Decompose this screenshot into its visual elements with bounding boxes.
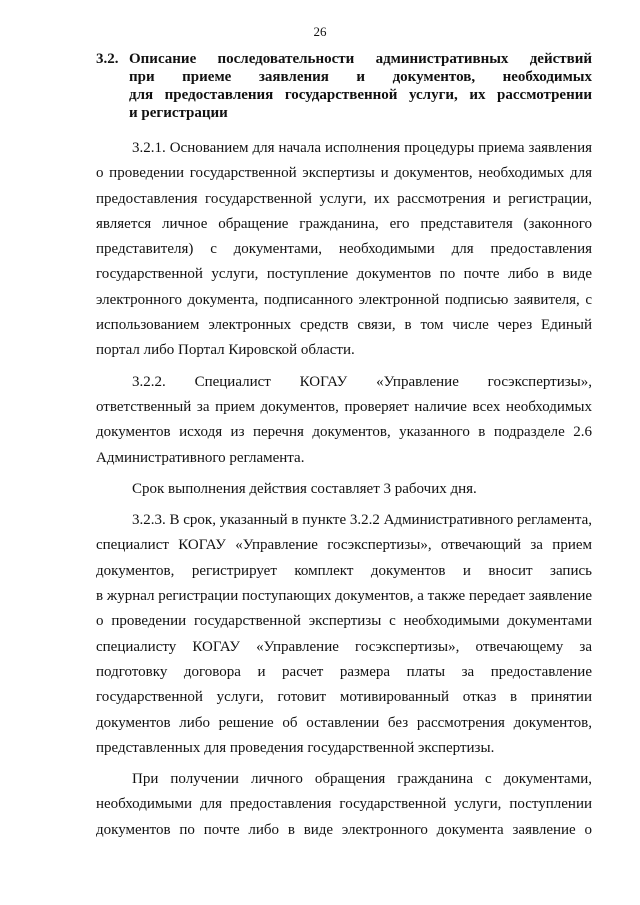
paragraph: [96, 370, 592, 471]
paragraph-line: государственной услуги, готовит мотивированный отказ в принятии: [96, 689, 592, 706]
section-title-line: и регистрации: [129, 105, 228, 121]
paragraph-line: предоставления государственной услуги, их рассмотрения и регистрации,: [96, 190, 592, 207]
section-title: [129, 50, 592, 122]
paragraph: [96, 767, 592, 843]
paragraph-line: необходимыми для предоставления государственной услуги, поступлении: [96, 796, 592, 813]
paragraph-line: представленных для проведения государственной экспертизы.: [96, 739, 495, 756]
paragraph-line: Административного регламента.: [96, 449, 305, 466]
paragraph-line: ответственный за прием документов, проверяет наличие всех необходимых: [96, 398, 592, 415]
section-title-line: Описание последовательности административных действий: [129, 51, 592, 67]
paragraph-line: документов, регистрирует комплект документов и вносит запись: [96, 562, 592, 579]
page-number: 26: [313, 24, 327, 39]
paragraph-line: специалисту КОГАУ «Управление госэкспертизы», отвечающему за: [96, 638, 592, 655]
paragraph-line: 3.2.2. Специалист КОГАУ «Управление госэкспертизы»,: [132, 373, 592, 390]
paragraph-line: 3.2.3. В срок, указанный в пункте 3.2.2 Административного регламента,: [132, 512, 592, 529]
body-text: [96, 136, 592, 849]
section-title-line: при приеме заявления и документов, необходимых: [129, 69, 592, 85]
paragraph-line: специалист КОГАУ «Управление госэкспертизы», отвечающий за прием: [96, 537, 592, 554]
paragraph-line: государственной услуги, поступление документов по почте либо в виде: [96, 266, 592, 283]
paragraph-line: документов по почте либо в виде электронного документа заявление о: [96, 821, 592, 838]
paragraph-line: о проведении государственной экспертизы с необходимыми документами: [96, 613, 592, 630]
paragraph: [96, 136, 592, 364]
paragraph-line: является личное обращение гражданина, его представителя (законного: [96, 215, 592, 232]
paragraph-line: представителя) с документами, необходимыми для предоставления: [96, 241, 592, 258]
paragraph-line: портал либо Портал Кировской области.: [96, 342, 355, 359]
paragraph-line: документов исходя из перечня документов, указанного в подразделе 2.6: [96, 424, 592, 441]
paragraph-line: о проведении государственной экспертизы и документов, необходимых для: [96, 165, 592, 182]
paragraph-line: электронного документа, подписанного электронной подписью заявителя, с: [96, 291, 592, 308]
paragraph: [96, 508, 592, 761]
paragraph-line: 3.2.1. Основанием для начала исполнения процедуры приема заявления: [132, 140, 592, 156]
section-number: 3.2.: [96, 51, 119, 67]
paragraph-line: подготовку договора и расчет размера платы за предоставление: [96, 663, 592, 680]
paragraph: [96, 477, 592, 502]
section-heading: [96, 50, 592, 122]
paragraph-line: использованием электронных средств связи, в том числе через Единый: [96, 317, 592, 334]
paragraph-line: документов либо решение об оставлении без рассмотрения документов,: [96, 714, 592, 731]
paragraph-line: Срок выполнения действия составляет 3 рабочих дня.: [132, 480, 477, 497]
paragraph-line: При получении личного обращения гражданина с документами,: [132, 771, 592, 788]
section-title-line: для предоставления государственной услуги, их рассмотрении: [129, 87, 592, 103]
paragraph-line: в журнал регистрации поступающих документов, а также передает заявление: [96, 588, 592, 605]
